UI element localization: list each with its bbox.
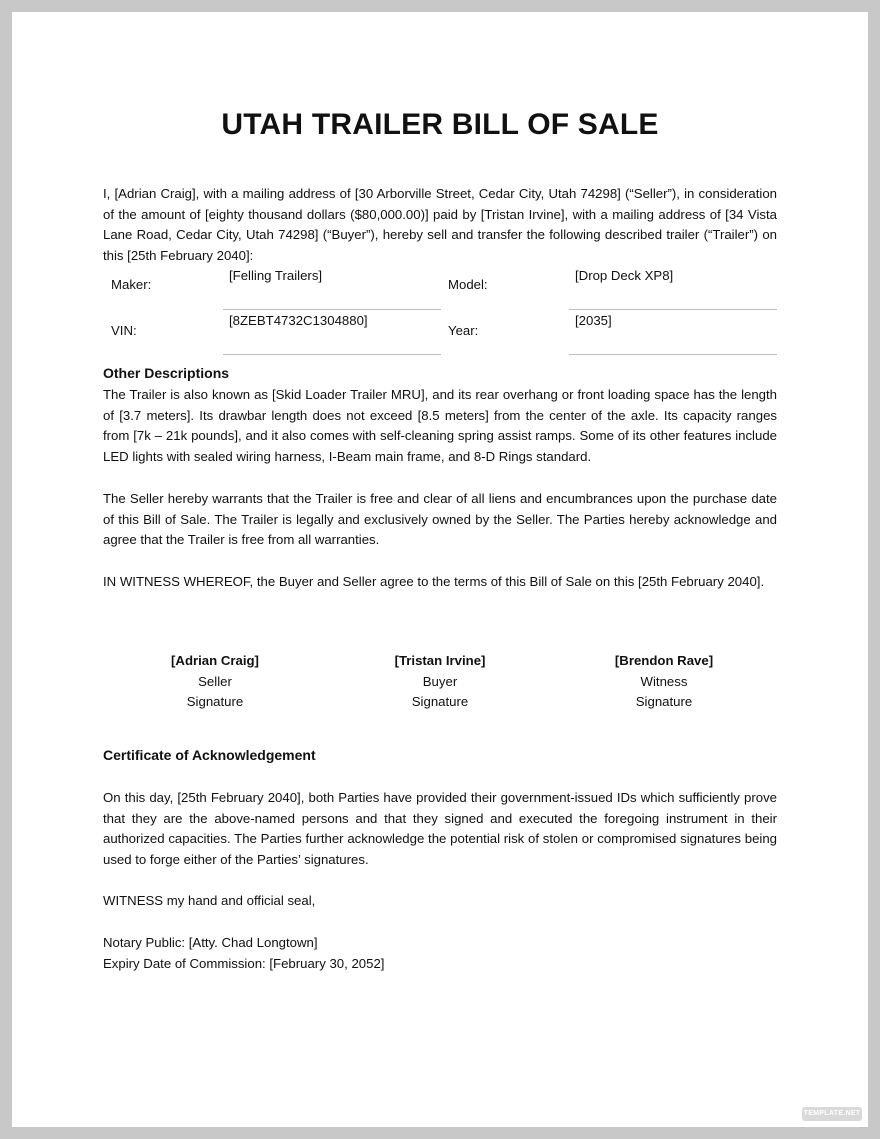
seller-name: [Adrian Craig] xyxy=(171,653,259,668)
buyer-signature-line: Signature xyxy=(411,694,469,709)
vin-value: [8ZEBT4732C1304880] xyxy=(223,309,441,355)
vin-label: VIN: xyxy=(111,323,137,338)
trailer-fields xyxy=(103,262,777,354)
warranty-paragraph: The Seller hereby warrants that the Trailer is free and clear of all liens and encumbrances upon the purchase date of this Bill of Sale. The Trailer is legally and exclusively owned by the Seller. The Parties hereby acknowledge and agree that the Trailer is free from all warranties. xyxy=(103,491,777,547)
witness-paragraph: IN WITNESS WHEREOF, the Buyer and Seller agree to the terms of this Bill of Sale on this [25th February 2040]. xyxy=(103,574,765,589)
other-descriptions-heading: Other Descriptions xyxy=(103,365,230,381)
document-page xyxy=(12,12,868,1127)
buyer-signature-block xyxy=(350,651,530,713)
other-descriptions-paragraph: The Trailer is also known as [Skid Loader Trailer MRU], and its rear overhang or front loading space has the length of [3.7 meters]. Its drawbar length does not exceed [8.5 meters] from the center of the axle. Its capacity ranges from [7k – 21k pounds], and it also comes with self-cleaning spring assist ramps. Some of its other features include LED lights with sealed wiring harness, I-Beam main frame, and 8-D Rings standard. xyxy=(103,387,777,464)
buyer-name: [Tristan Irvine] xyxy=(394,653,486,668)
year-value: [2035] xyxy=(569,309,777,355)
seller-signature-block xyxy=(125,651,305,713)
watermark-badge: TEMPLATE.NET xyxy=(802,1107,862,1121)
model-label: Model: xyxy=(448,277,488,292)
expiry-line: Expiry Date of Commission: [February 30, 2052] xyxy=(103,956,385,971)
certificate-heading: Certificate of Acknowledgement xyxy=(103,747,316,763)
buyer-role: Buyer xyxy=(422,673,458,689)
model-value: [Drop Deck XP8] xyxy=(569,264,777,310)
notary-line: Notary Public: [Atty. Chad Longtown] xyxy=(103,935,318,950)
year-label: Year: xyxy=(448,323,479,338)
witness-signature-line: Signature xyxy=(635,694,693,709)
maker-label: Maker: xyxy=(111,277,152,292)
witness-role: Witness xyxy=(640,673,688,689)
intro-paragraph: I, [Adrian Craig], with a mailing address of [30 Arborville Street, Cedar City, Utah 74298] (“Seller”), in consideration of the amount of [eighty thousand dollars ($80,000.00)] paid by [Tristan Irvine], with a mailing address of [34 Vista Lane Road, Cedar City, Utah 74298] (“Buyer”), hereby sell and transfer the following described trailer (“Trailer”) on this [25th February 2040]: xyxy=(103,186,777,263)
document-title: UTAH TRAILER BILL OF SALE xyxy=(221,108,659,141)
witness-name: [Brendon Rave] xyxy=(614,653,714,668)
seller-role: Seller xyxy=(198,673,232,689)
seller-signature-line: Signature xyxy=(186,694,244,709)
seal-line: WITNESS my hand and official seal, xyxy=(103,893,316,908)
witness-signature-block xyxy=(574,651,754,713)
certificate-paragraph: On this day, [25th February 2040], both Parties have provided their government-issued IDs which sufficiently prove that they are the above-named persons and that they signed and executed the foregoing instrument in their authorized capacities. The Parties further acknowledge the potential risk of stolen or compromised signatures being used to forge either of the Parties’ signatures. xyxy=(103,790,777,867)
maker-value: [Felling Trailers] xyxy=(223,264,441,310)
